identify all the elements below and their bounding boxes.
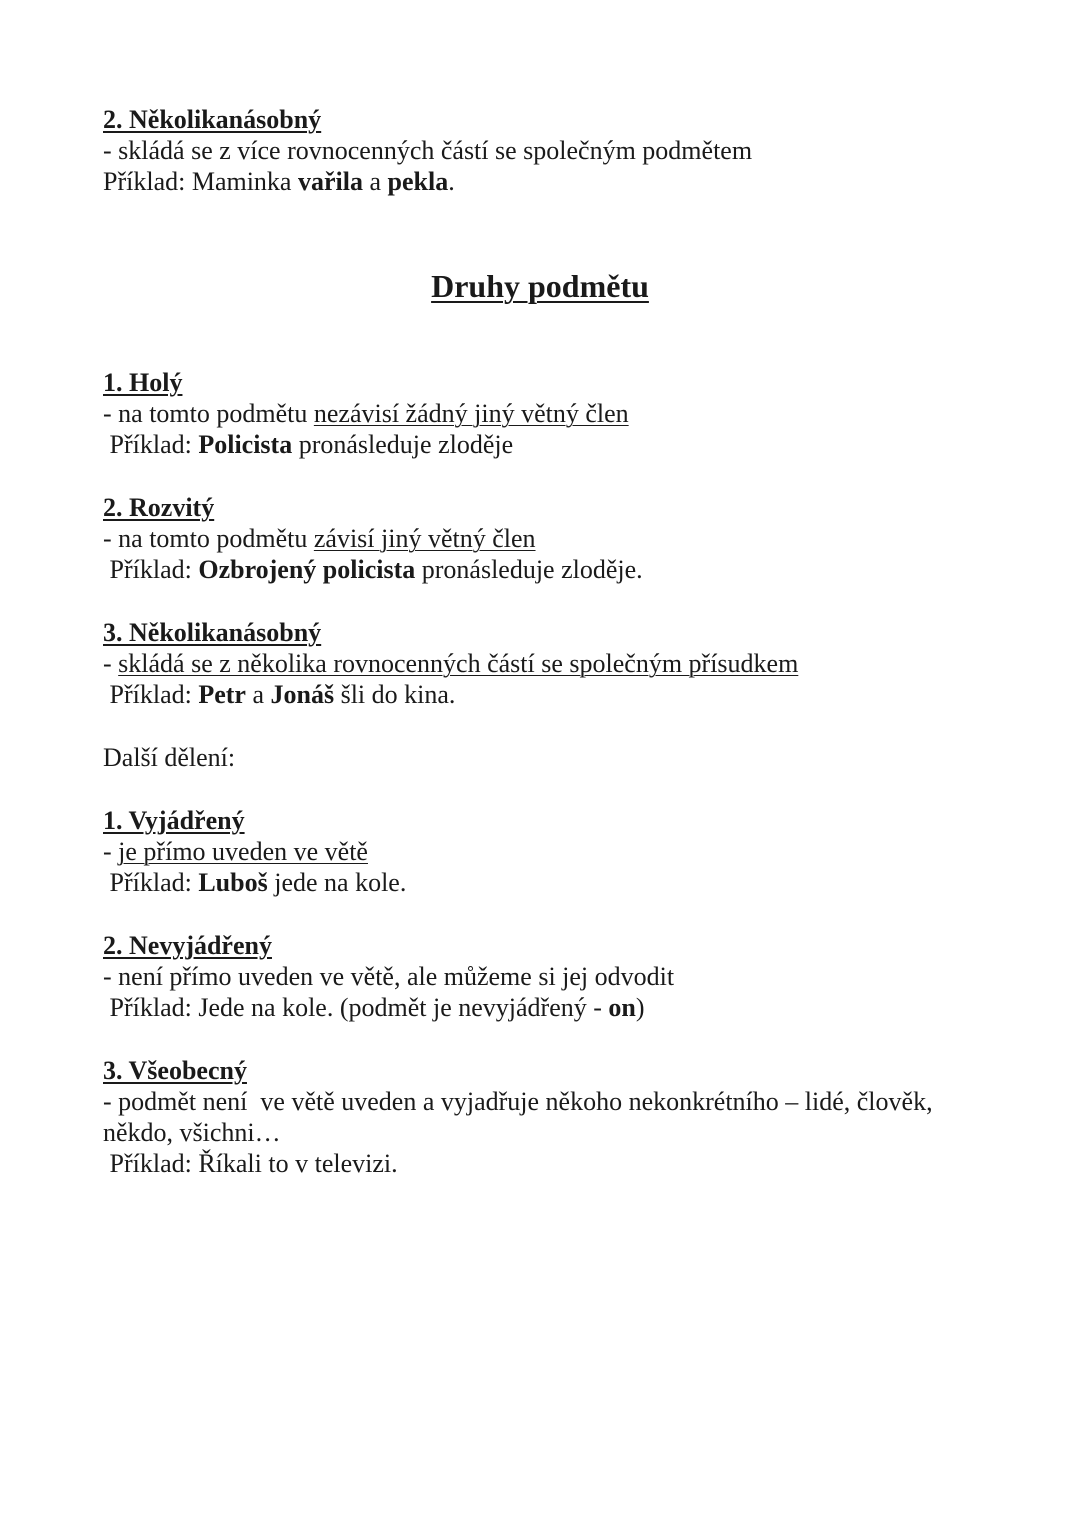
example-rest: šli do kina. bbox=[334, 680, 456, 709]
definition-prefix: - na tomto podmětu bbox=[103, 399, 314, 428]
example-bold-word: Jonáš bbox=[270, 680, 335, 709]
example-bold-word: pekla bbox=[387, 167, 449, 196]
definition-underlined: skládá se z několika rovnocenných částí se společným přísudkem bbox=[118, 649, 799, 678]
example-line bbox=[103, 679, 455, 710]
example-bold-word: Policista bbox=[198, 430, 293, 459]
definition-line bbox=[103, 648, 798, 679]
example-rest: ) bbox=[635, 993, 645, 1022]
example-bold-word: Petr bbox=[198, 680, 246, 709]
further-division-label: Další dělení: bbox=[103, 743, 236, 772]
page-title-text: Druhy podmětu bbox=[431, 268, 649, 304]
section-heading: 3. Všeobecný bbox=[103, 1056, 247, 1085]
example-prefix: Příklad: Jede na kole. (podmět je nevyjádřený - bbox=[103, 993, 609, 1022]
example-rest: pronásleduje zloděje. bbox=[415, 555, 643, 584]
example-bold-word: on bbox=[608, 993, 636, 1022]
definition-underlined: je přímo uveden ve větě bbox=[118, 837, 368, 866]
page-title bbox=[0, 266, 1080, 306]
example-line bbox=[103, 867, 406, 898]
definition-line-continued: někdo, všichni… bbox=[103, 1118, 281, 1147]
example-end: . bbox=[448, 167, 455, 196]
example-line: Příklad: Říkali to v televizi. bbox=[103, 1149, 398, 1178]
definition-line: - není přímo uveden ve větě, ale můžeme si jej odvodit bbox=[103, 962, 675, 991]
example-prefix: Příklad: bbox=[103, 680, 199, 709]
definition-line bbox=[103, 398, 629, 429]
definition-underlined: závisí jiný větný člen bbox=[313, 524, 536, 553]
definition-line: - podmět není ve větě uveden a vyjadřuje někoho nekonkrétního – lidé, člověk, bbox=[103, 1087, 933, 1116]
section-heading: 3. Několikanásobný bbox=[103, 618, 322, 647]
example-bold-word: Luboš bbox=[198, 868, 268, 897]
example-rest: pronásleduje zloděje bbox=[292, 430, 514, 459]
section-heading: 2. Rozvitý bbox=[103, 493, 215, 522]
example-prefix: Příklad: bbox=[103, 868, 199, 897]
example-line bbox=[103, 992, 645, 1023]
example-prefix: Příklad: bbox=[103, 555, 199, 584]
example-connector: a bbox=[362, 167, 388, 196]
section-heading: 2. Nevyjádřený bbox=[103, 931, 272, 960]
section-heading: 2. Několikanásobný bbox=[103, 105, 322, 134]
definition-prefix: - bbox=[103, 649, 119, 678]
example-line bbox=[103, 166, 455, 197]
definition-line bbox=[103, 836, 368, 867]
definition-line bbox=[103, 523, 536, 554]
definition-prefix: - bbox=[103, 837, 119, 866]
example-prefix: Příklad: bbox=[103, 430, 199, 459]
example-bold-word: Ozbrojený policista bbox=[198, 555, 416, 584]
example-line bbox=[103, 429, 513, 460]
definition-prefix: - na tomto podmětu bbox=[103, 524, 314, 553]
example-connector: a bbox=[245, 680, 271, 709]
example-bold-word: vařila bbox=[297, 167, 363, 196]
section-heading: 1. Vyjádřený bbox=[103, 806, 245, 835]
example-rest: jede na kole. bbox=[267, 868, 407, 897]
example-line bbox=[103, 554, 643, 585]
definition-underlined: nezávisí žádný jiný větný člen bbox=[313, 399, 629, 428]
section-heading: 1. Holý bbox=[103, 368, 183, 397]
example-prefix: Příklad: Maminka bbox=[103, 167, 298, 196]
definition-line: - skládá se z více rovnocenných částí se společným podmětem bbox=[103, 136, 753, 165]
